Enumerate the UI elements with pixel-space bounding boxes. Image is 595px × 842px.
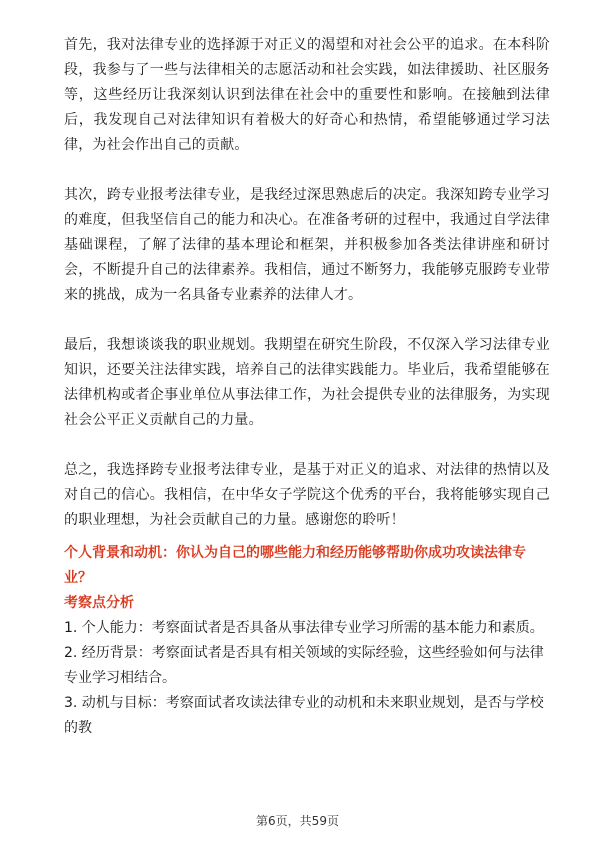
paragraph-second: 其次，跨专业报考法律专业，是我经过深思熟虑后的决定。我深知跨专业学习的难度，但我坚信自己的能力和决心。在准备考研的过程中，我通过自学法律基础课程，了解了法律的基本理论和框架，并积极参加各类法律讲座和研讨会，不断提升自己的法律素养。我相信，通过不断努力，我能够克服跨专业带来的挑战，成为一名具备专业素养的法律人才。	[64, 187, 550, 303]
paragraph-gap	[64, 158, 550, 183]
analysis-item: 3. 动机与目标：考察面试者攻读法律专业的动机和未来职业规划，是否与学校的教	[64, 695, 544, 736]
page-content	[64, 33, 550, 741]
analysis-item: 2. 经历背景：考察面试者是否具有相关领域的实际经验，这些经验如何与法律专业学习相结合。	[64, 645, 544, 686]
paragraph-third: 最后，我想谈谈我的职业规划。我期望在研究生阶段，不仅深入学习法律专业知识，还要关注法律实践，培养自己的法律实践能力。毕业后，我希望能够在法律机构或者企事业单位从事法律工作，为社会提供专业的法律服务，为实现社会公平正义贡献自己的力量。	[64, 337, 550, 428]
paragraph-first: 首先，我对法律专业的选择源于对正义的渴望和对社会公平的追求。在本科阶段，我参与了一些与法律相关的志愿活动和社会实践，如法律援助、社区服务等，这些经历让我深刻认识到法律在社会中的重要性和影响。在接触到法律后，我发现自己对法律知识有着极大的好奇心和热情，希望能够通过学习法律，为社会作出自己的贡献。	[64, 37, 550, 153]
paragraph-fourth: 总之，我选择跨专业报考法律专业，是基于对正义的追求、对法律的热情以及对自己的信心。我相信，在中华女子学院这个优秀的平台，我将能够实现自己的职业理想，为社会贡献自己的力量。感谢您的聆听！	[64, 462, 550, 528]
paragraph-gap	[64, 433, 550, 458]
analysis-heading: 考察点分析	[64, 595, 134, 611]
paragraph-gap	[64, 308, 550, 333]
page-number: 第6页，共59页	[256, 814, 339, 828]
question-heading: 个人背景和动机：你认为自己的哪些能力和经历能够帮助你成功攻读法律专业？	[64, 545, 526, 586]
analysis-item: 1. 个人能力：考察面试者是否具备从事法律专业学习所需的基本能力和素质。	[64, 620, 544, 636]
section-gap	[64, 533, 550, 541]
